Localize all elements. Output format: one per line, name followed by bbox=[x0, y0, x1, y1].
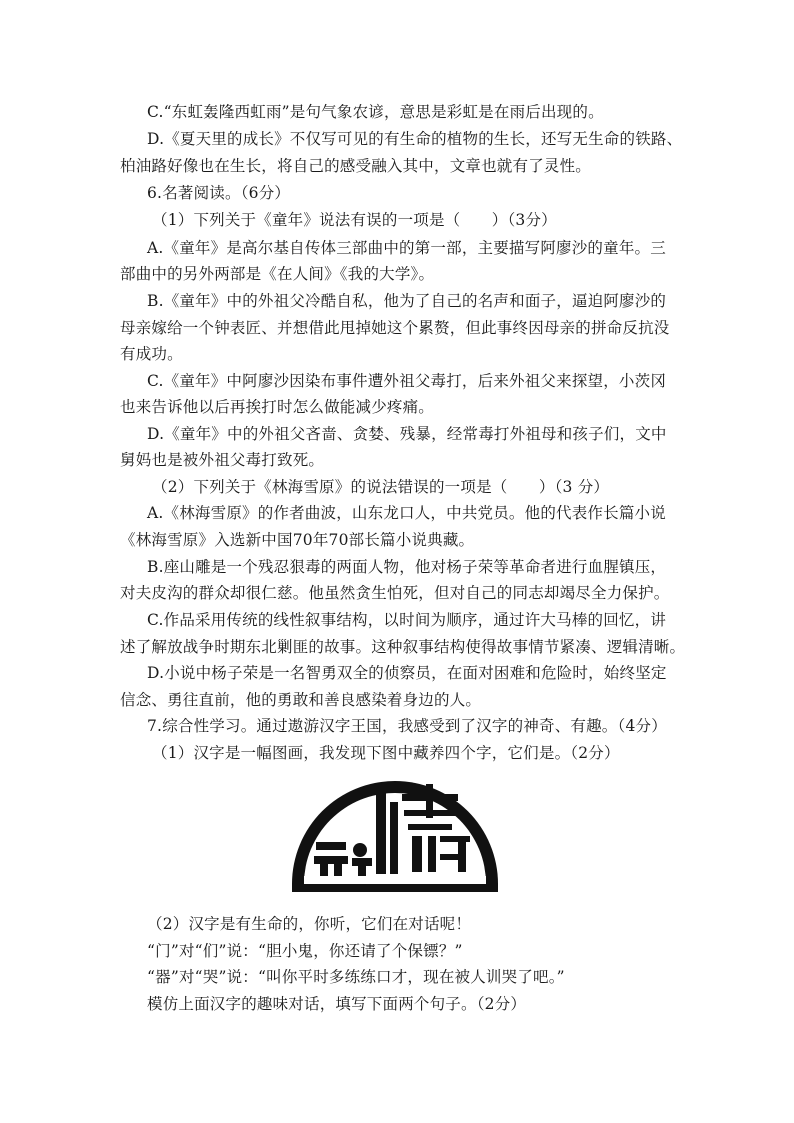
q6-1-option-b-cont2: 有成功。 bbox=[120, 345, 183, 363]
option-d-summer-growth-cont: 柏油路好像也在生长，将自己的感受融入其中，文章也就有了灵性。 bbox=[120, 157, 592, 175]
question-6-1-prompt: （1）下列关于《童年》说法有误的一项是（ ）（3分） bbox=[152, 211, 557, 229]
dialogue-men-men: “门”对“们”说：“胆小鬼，你还请了个保镖？” bbox=[147, 942, 463, 960]
q6-1-option-d-cont: 舅妈也是被外祖父毒打致死。 bbox=[120, 451, 325, 469]
hidden-characters-seal bbox=[290, 772, 500, 894]
q6-1-option-a: A.《童年》是高尔基自传体三部曲中的第一部，主要描写阿廖沙的童年。三 bbox=[147, 239, 666, 257]
q6-2-option-a-cont: 《林海雪原》入选新中国70年70部长篇小说典藏。 bbox=[120, 531, 475, 549]
imitation-instruction: 模仿上面汉字的趣味对话，填写下面两个句子。（2分） bbox=[147, 995, 527, 1013]
question-6-heading: 6.名著阅读。（6分） bbox=[147, 184, 291, 202]
question-7-heading: 7.综合性学习。通过遨游汉字王国，我感受到了汉字的神奇、有趣。（4分） bbox=[147, 717, 667, 735]
q6-1-option-b-cont1: 母亲嫁给一个钟表匠、并想借此甩掉她这个累赘，但此事终因母亲的拼命反抗没 bbox=[120, 319, 670, 337]
q6-2-option-a: A.《林海雪原》的作者曲波，山东龙口人，中共党员。他的代表作长篇小说 bbox=[147, 504, 666, 522]
seal-graphic bbox=[290, 772, 500, 894]
q6-2-option-b: B.座山雕是一个残忍狠毒的两面人物，他对杨子荣等革命者进行血腥镇压， bbox=[147, 558, 667, 576]
q6-2-option-b-cont: 对夫皮沟的群众却很仁慈。他虽然贪生怕死，但对自己的同志却竭尽全力保护。 bbox=[120, 584, 670, 602]
q6-1-option-b: B.《童年》中的外祖父冷酷自私，他为了自己的名声和面子，逼迫阿廖沙的 bbox=[147, 292, 667, 310]
q6-1-option-d: D.《童年》中的外祖父吝啬、贪婪、残暴，经常毒打外祖母和孩子们，文中 bbox=[147, 425, 667, 443]
option-d-summer-growth: D.《夏天里的成长》不仅写可见的有生命的植物的生长，还写无生命的铁路、 bbox=[147, 130, 683, 148]
q6-2-option-d: D.小说中杨子荣是一名智勇双全的侦察员，在面对困难和危险时，始终坚定 bbox=[147, 664, 667, 682]
question-7-2-prompt: （2）汉字是有生命的，你听，它们在对话呢！ bbox=[147, 915, 472, 933]
question-7-1-prompt: （1）汉字是一幅图画，我发现下图中藏养四个字，它们是。（2分） bbox=[152, 744, 620, 762]
q6-1-option-c: C.《童年》中阿廖沙因染布事件遭外祖父毒打，后来外祖父来探望，小茨冈 bbox=[147, 372, 667, 390]
question-6-2-prompt: （2）下列关于《林海雪原》的说法错误的一项是（ ）（3 分） bbox=[152, 478, 610, 496]
dialogue-qi-ku: “器”对“哭”说：“叫你平时多练练口才，现在被人训哭了吧。” bbox=[147, 968, 565, 986]
q6-2-option-c: C.作品采用传统的线性叙事结构，以时间为顺序，通过许大马棒的回忆，讲 bbox=[147, 611, 667, 629]
q6-1-option-c-cont: 也来告诉他以后再挨打时怎么做能减少疼痛。 bbox=[120, 398, 435, 416]
q6-2-option-c-cont: 述了解放战争时期东北剿匪的故事。这种叙事结构使得故事情节紧凑、逻辑清晰。 bbox=[120, 638, 686, 656]
option-c-rainbow: C.“东虹轰隆西虹雨”是句气象农谚，意思是彩虹是在雨后出现的。 bbox=[147, 103, 604, 121]
q6-2-option-d-cont: 信念、勇往直前，他的勇敢和善良感染着身边的人。 bbox=[120, 691, 482, 709]
q6-1-option-a-cont: 部曲中的另外两部是《在人间》《我的大学》。 bbox=[120, 265, 435, 283]
